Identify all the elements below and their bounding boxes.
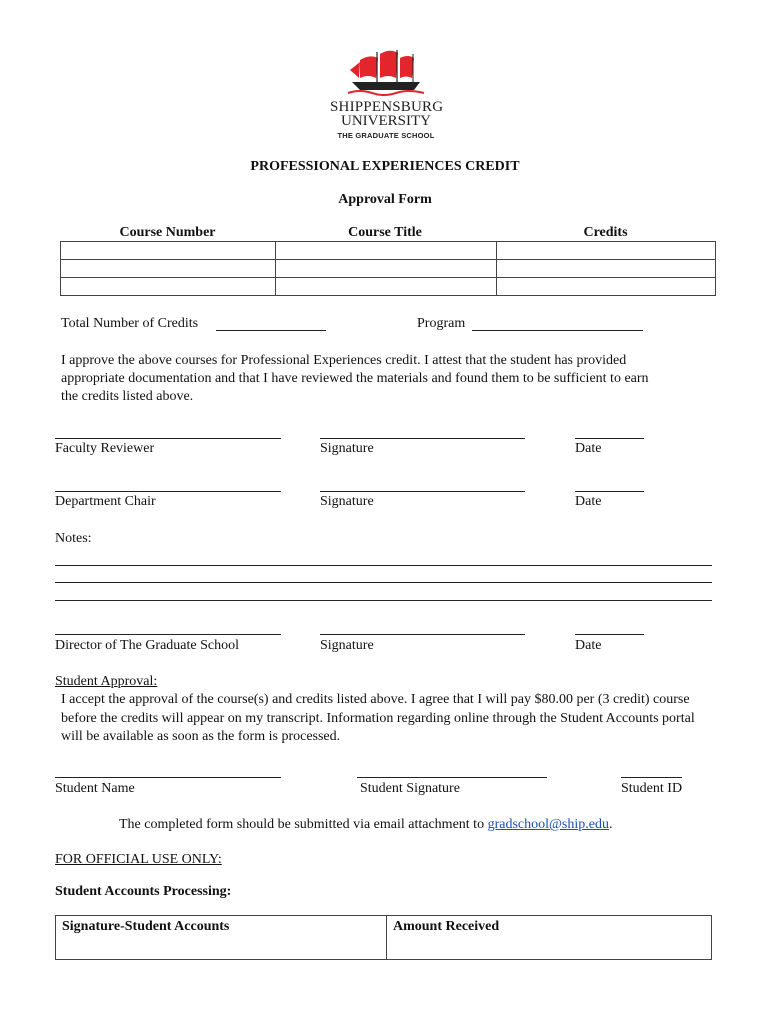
student-approval-heading: Student Approval: (55, 674, 158, 689)
credits-cell[interactable] (497, 278, 716, 296)
faculty-signature-line[interactable] (320, 438, 525, 439)
student-accounts-processing-label: Student Accounts Processing: (55, 884, 232, 899)
department-chair-label: Department Chair (55, 494, 156, 509)
director-label: Director of The Graduate School (55, 638, 240, 653)
submit-instructions (119, 817, 612, 833)
submit-text-end: . (608, 817, 613, 832)
director-signature-label: Signature (320, 638, 374, 653)
notes-line[interactable] (55, 582, 712, 583)
col-course-number: Course Number (119, 225, 216, 240)
course-title-cell[interactable] (276, 278, 497, 296)
department-chair-line[interactable] (55, 491, 281, 492)
form-subtitle: Approval Form (338, 192, 432, 207)
course-number-cell[interactable] (61, 260, 276, 278)
faculty-reviewer-label: Faculty Reviewer (55, 441, 155, 456)
course-table (60, 241, 716, 296)
course-title-cell[interactable] (276, 242, 497, 260)
student-signature-label: Student Signature (360, 781, 460, 796)
course-number-cell[interactable] (61, 242, 276, 260)
official-use-label: FOR OFFICIAL USE ONLY: (55, 852, 222, 867)
faculty-date-label: Date (575, 441, 602, 456)
col-credits: Credits (583, 225, 628, 240)
chair-signature-line[interactable] (320, 491, 525, 492)
amount-received-label: Amount Received (393, 919, 500, 934)
logo-name-line2: UNIVERSITY (341, 113, 431, 129)
student-id-line[interactable] (621, 777, 682, 778)
notes-label: Notes: (55, 531, 92, 546)
total-credits-field[interactable] (216, 330, 326, 331)
logo-name-line1: SHIPPENSBURG (330, 99, 444, 115)
course-number-cell[interactable] (61, 278, 276, 296)
student-signature-line[interactable] (357, 777, 547, 778)
table-row (56, 916, 712, 960)
ship-icon (330, 48, 442, 98)
table-row (61, 260, 716, 278)
table-row (61, 242, 716, 260)
notes-line[interactable] (55, 600, 712, 601)
attestation-text: I approve the above courses for Professional Experiences credit. I attest that the student has provided appropriate documentation and that I have reviewed the materials and found them to be sufficient to earn the credits listed above. (61, 353, 649, 404)
director-date-line[interactable] (575, 634, 644, 635)
credits-cell[interactable] (497, 242, 716, 260)
chair-date-line[interactable] (575, 491, 644, 492)
credits-cell[interactable] (497, 260, 716, 278)
submit-text: The completed form should be submitted via email attachment to (119, 817, 485, 832)
student-approval-text: I accept the approval of the course(s) and credits listed above. I agree that I will pay $80.00 per (3 credit) course before the credits will appear on my transcript. Information regarding online through the Student Accounts portal will be available as soon as the form is processed. (61, 692, 695, 744)
col-course-title: Course Title (348, 225, 422, 240)
chair-signature-label: Signature (320, 494, 374, 509)
email-link[interactable]: gradschool@ship.edu (487, 817, 609, 832)
logo-subtitle: THE GRADUATE SCHOOL (337, 131, 435, 140)
course-title-cell[interactable] (276, 260, 497, 278)
form-title: PROFESSIONAL EXPERIENCES CREDIT (250, 159, 520, 174)
total-credits-label: Total Number of Credits (61, 316, 199, 331)
table-row (61, 278, 716, 296)
official-use-table (55, 915, 712, 960)
university-logo (330, 48, 442, 142)
director-date-label: Date (575, 638, 602, 653)
signature-student-accounts-label: Signature-Student Accounts (62, 919, 230, 934)
student-id-label: Student ID (621, 781, 683, 796)
student-name-line[interactable] (55, 777, 281, 778)
signature-student-accounts-cell[interactable] (56, 916, 387, 960)
faculty-signature-label: Signature (320, 441, 374, 456)
program-label: Program (417, 316, 466, 331)
student-name-label: Student Name (55, 781, 135, 796)
program-field[interactable] (472, 330, 643, 331)
director-line[interactable] (55, 634, 281, 635)
chair-date-label: Date (575, 494, 602, 509)
faculty-reviewer-line[interactable] (55, 438, 281, 439)
faculty-date-line[interactable] (575, 438, 644, 439)
amount-received-cell[interactable] (387, 916, 712, 960)
director-signature-line[interactable] (320, 634, 525, 635)
notes-line[interactable] (55, 565, 712, 566)
